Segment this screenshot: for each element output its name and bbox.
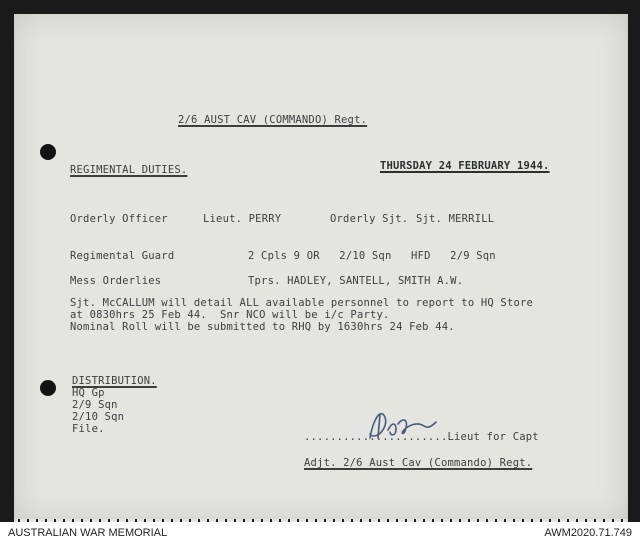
accession-number: AWM2020.71.749 <box>544 527 632 539</box>
mess-orderlies-label: Mess Orderlies <box>70 275 162 287</box>
unit-title: 2/6 AUST CAV (COMMANDO) Regt. <box>178 114 368 126</box>
guard-value: 2 Cpls 9 OR 2/10 Sqn HFD 2/9 Sqn <box>248 250 496 262</box>
mess-orderlies-value: Tprs. HADLEY, SANTELL, SMITH A.W. <box>248 275 464 287</box>
distribution-item: HQ Gp <box>72 387 105 399</box>
guard-label: Regimental Guard <box>70 250 175 262</box>
distribution-item: 2/10 Sqn <box>72 411 125 423</box>
signatory: Adjt. 2/6 Aust Cav (Commando) Regt. <box>304 457 533 469</box>
instruction-line: Sjt. McCALLUM will detail ALL available personnel to report to HQ Store <box>70 297 534 309</box>
instruction-line: at 0830hrs 25 Feb 44. Snr NCO will be i/c Party. <box>70 309 390 321</box>
date-heading: THURSDAY 24 FEBRUARY 1944. <box>380 160 550 172</box>
document-page <box>14 14 628 522</box>
distribution-heading: DISTRIBUTION. <box>72 375 157 387</box>
archive-footer <box>0 522 640 544</box>
orderly-officer-label: Orderly Officer <box>70 213 168 225</box>
instruction-line: Nominal Roll will be submitted to RHQ by 1630hrs 24 Feb 44. <box>70 321 455 333</box>
orderly-sjt-label: Orderly Sjt. <box>330 213 409 225</box>
regimental-duties-heading: REGIMENTAL DUTIES. <box>70 164 188 176</box>
punch-hole-top <box>40 144 56 160</box>
distribution-item: 2/9 Sqn <box>72 399 118 411</box>
orderly-sjt-value: Sjt. MERRILL <box>416 213 495 225</box>
orderly-officer-value: Lieut. PERRY <box>203 213 282 225</box>
signature-line: ......................Lieut for Capt <box>304 431 539 443</box>
archive-name: AUSTRALIAN WAR MEMORIAL <box>8 527 168 539</box>
punch-hole-bottom <box>40 380 56 396</box>
distribution-item: File. <box>72 423 105 435</box>
